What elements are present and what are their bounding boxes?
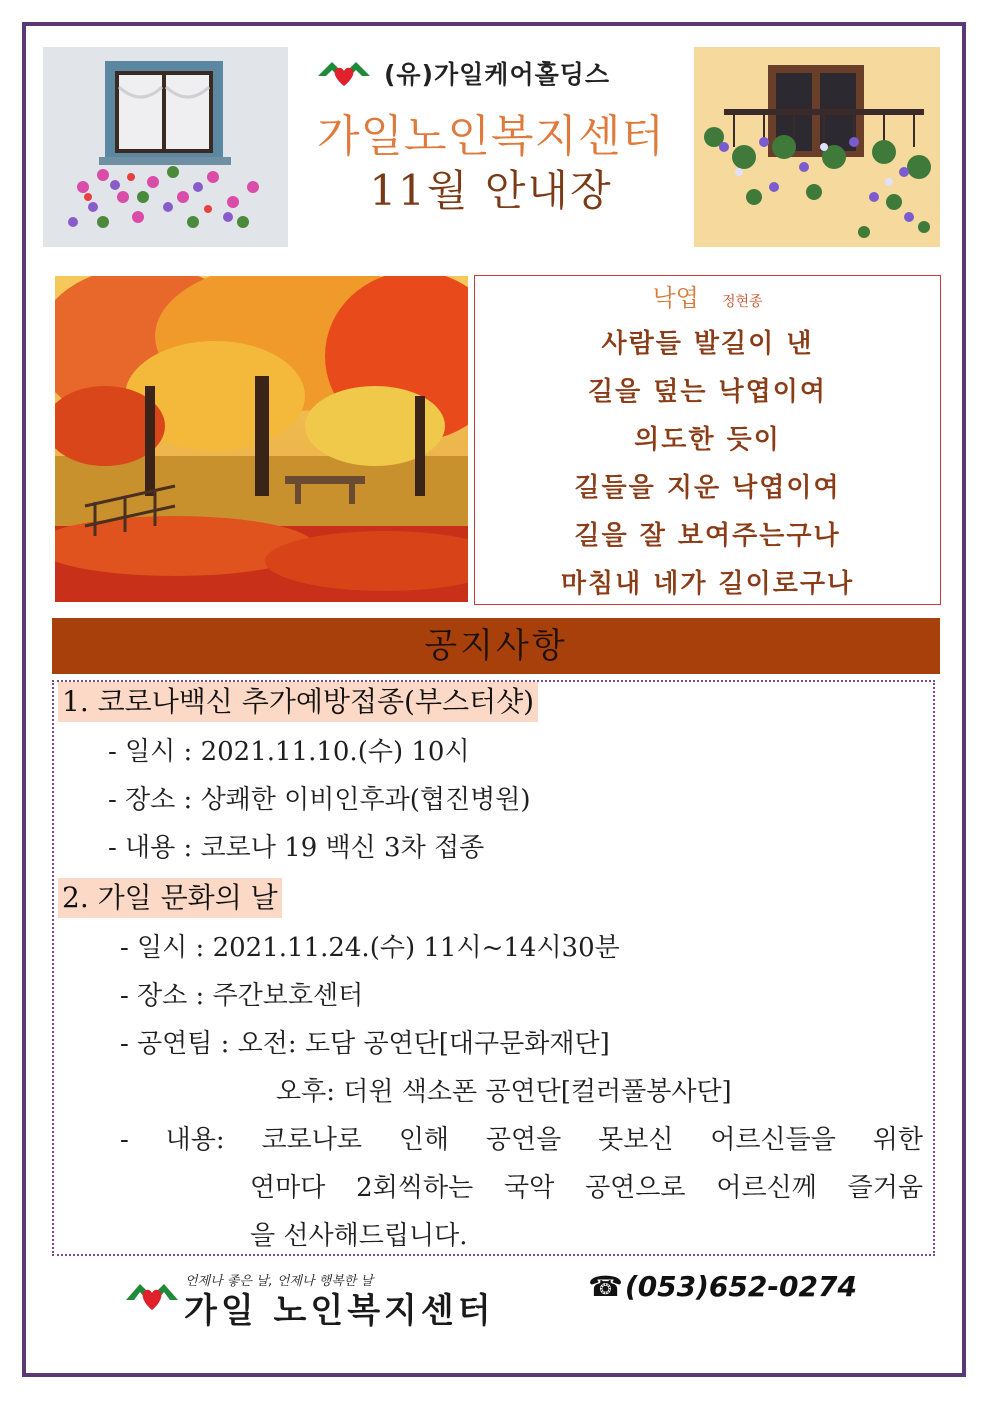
section1-content: - 내용 : 코로나 19 백신 3차 접종 [108,833,485,863]
center-name-title: 가일노인복지센터 [316,111,666,162]
poem-line: 길을 덮는 낙엽이여 [587,377,828,407]
section2-place: - 장소 : 주간보호센터 [120,981,364,1011]
notice-heading-bar: 공지사항 [52,618,940,674]
section2-content-line: - 내용: 코로나로 인해 공연을 못보신 어르신들을 위한 [120,1125,923,1155]
section1-date: - 일시 : 2021.11.10.(수) 10시 [108,737,470,767]
section2-content-line: 연마다 2회씩하는 국악 공연으로 어르신께 즐거움 [250,1173,923,1203]
poem-line: 마침내 네가 길이로구나 [560,569,855,599]
poem-line: 길들을 지운 낙엽이여 [574,473,841,503]
balcony-flowers-picture-right [694,47,940,247]
section1-place: - 장소 : 상쾌한 이비인후과(협진병원) [108,785,531,815]
poem-author: 정현종 [721,294,763,310]
footer-phone [588,1270,857,1303]
document-title: 11월 안내장 [369,166,613,215]
org-header [316,56,610,90]
section2-date: - 일시 : 2021.11.24.(수) 11시~14시30분 [120,933,620,963]
poem-heading [475,284,940,312]
gail-logo-icon [316,58,372,88]
section2-content-line: 을 선사해드립니다. [250,1221,468,1251]
section1-title: 1. 코로나백신 추가예방접종(부스터샷) [58,682,538,722]
telephone-icon: ☎ [588,1270,623,1303]
poem-line: 사람들 발길이 낸 [601,329,814,359]
gail-logo-icon [124,1278,180,1314]
footer-slogan: 언제나 좋은 날, 언제나 행복한 날 [185,1274,374,1289]
section2-team-pm: 오후: 더윈 색소폰 공연단[컬러풀봉사단] [276,1077,732,1107]
poem-line: 의도한 듯이 [634,425,781,455]
poem-title: 낙엽 [652,284,699,312]
autumn-park-photo [55,276,468,602]
poem-box [474,275,941,605]
org-name: (유)가일케어홀딩스 [384,60,611,89]
window-flowerbox-picture-left [43,47,288,247]
poem-line: 길을 잘 보여주는구나 [574,521,841,551]
footer-center-name: 가일 노인복지센터 [184,1291,495,1331]
phone-number: (053)652-0274 [624,1270,857,1303]
section2-team-am: - 공연팀 : 오전: 도담 공연단[대구문화재단] [120,1029,610,1059]
section2-title: 2. 가일 문화의 날 [58,878,282,918]
